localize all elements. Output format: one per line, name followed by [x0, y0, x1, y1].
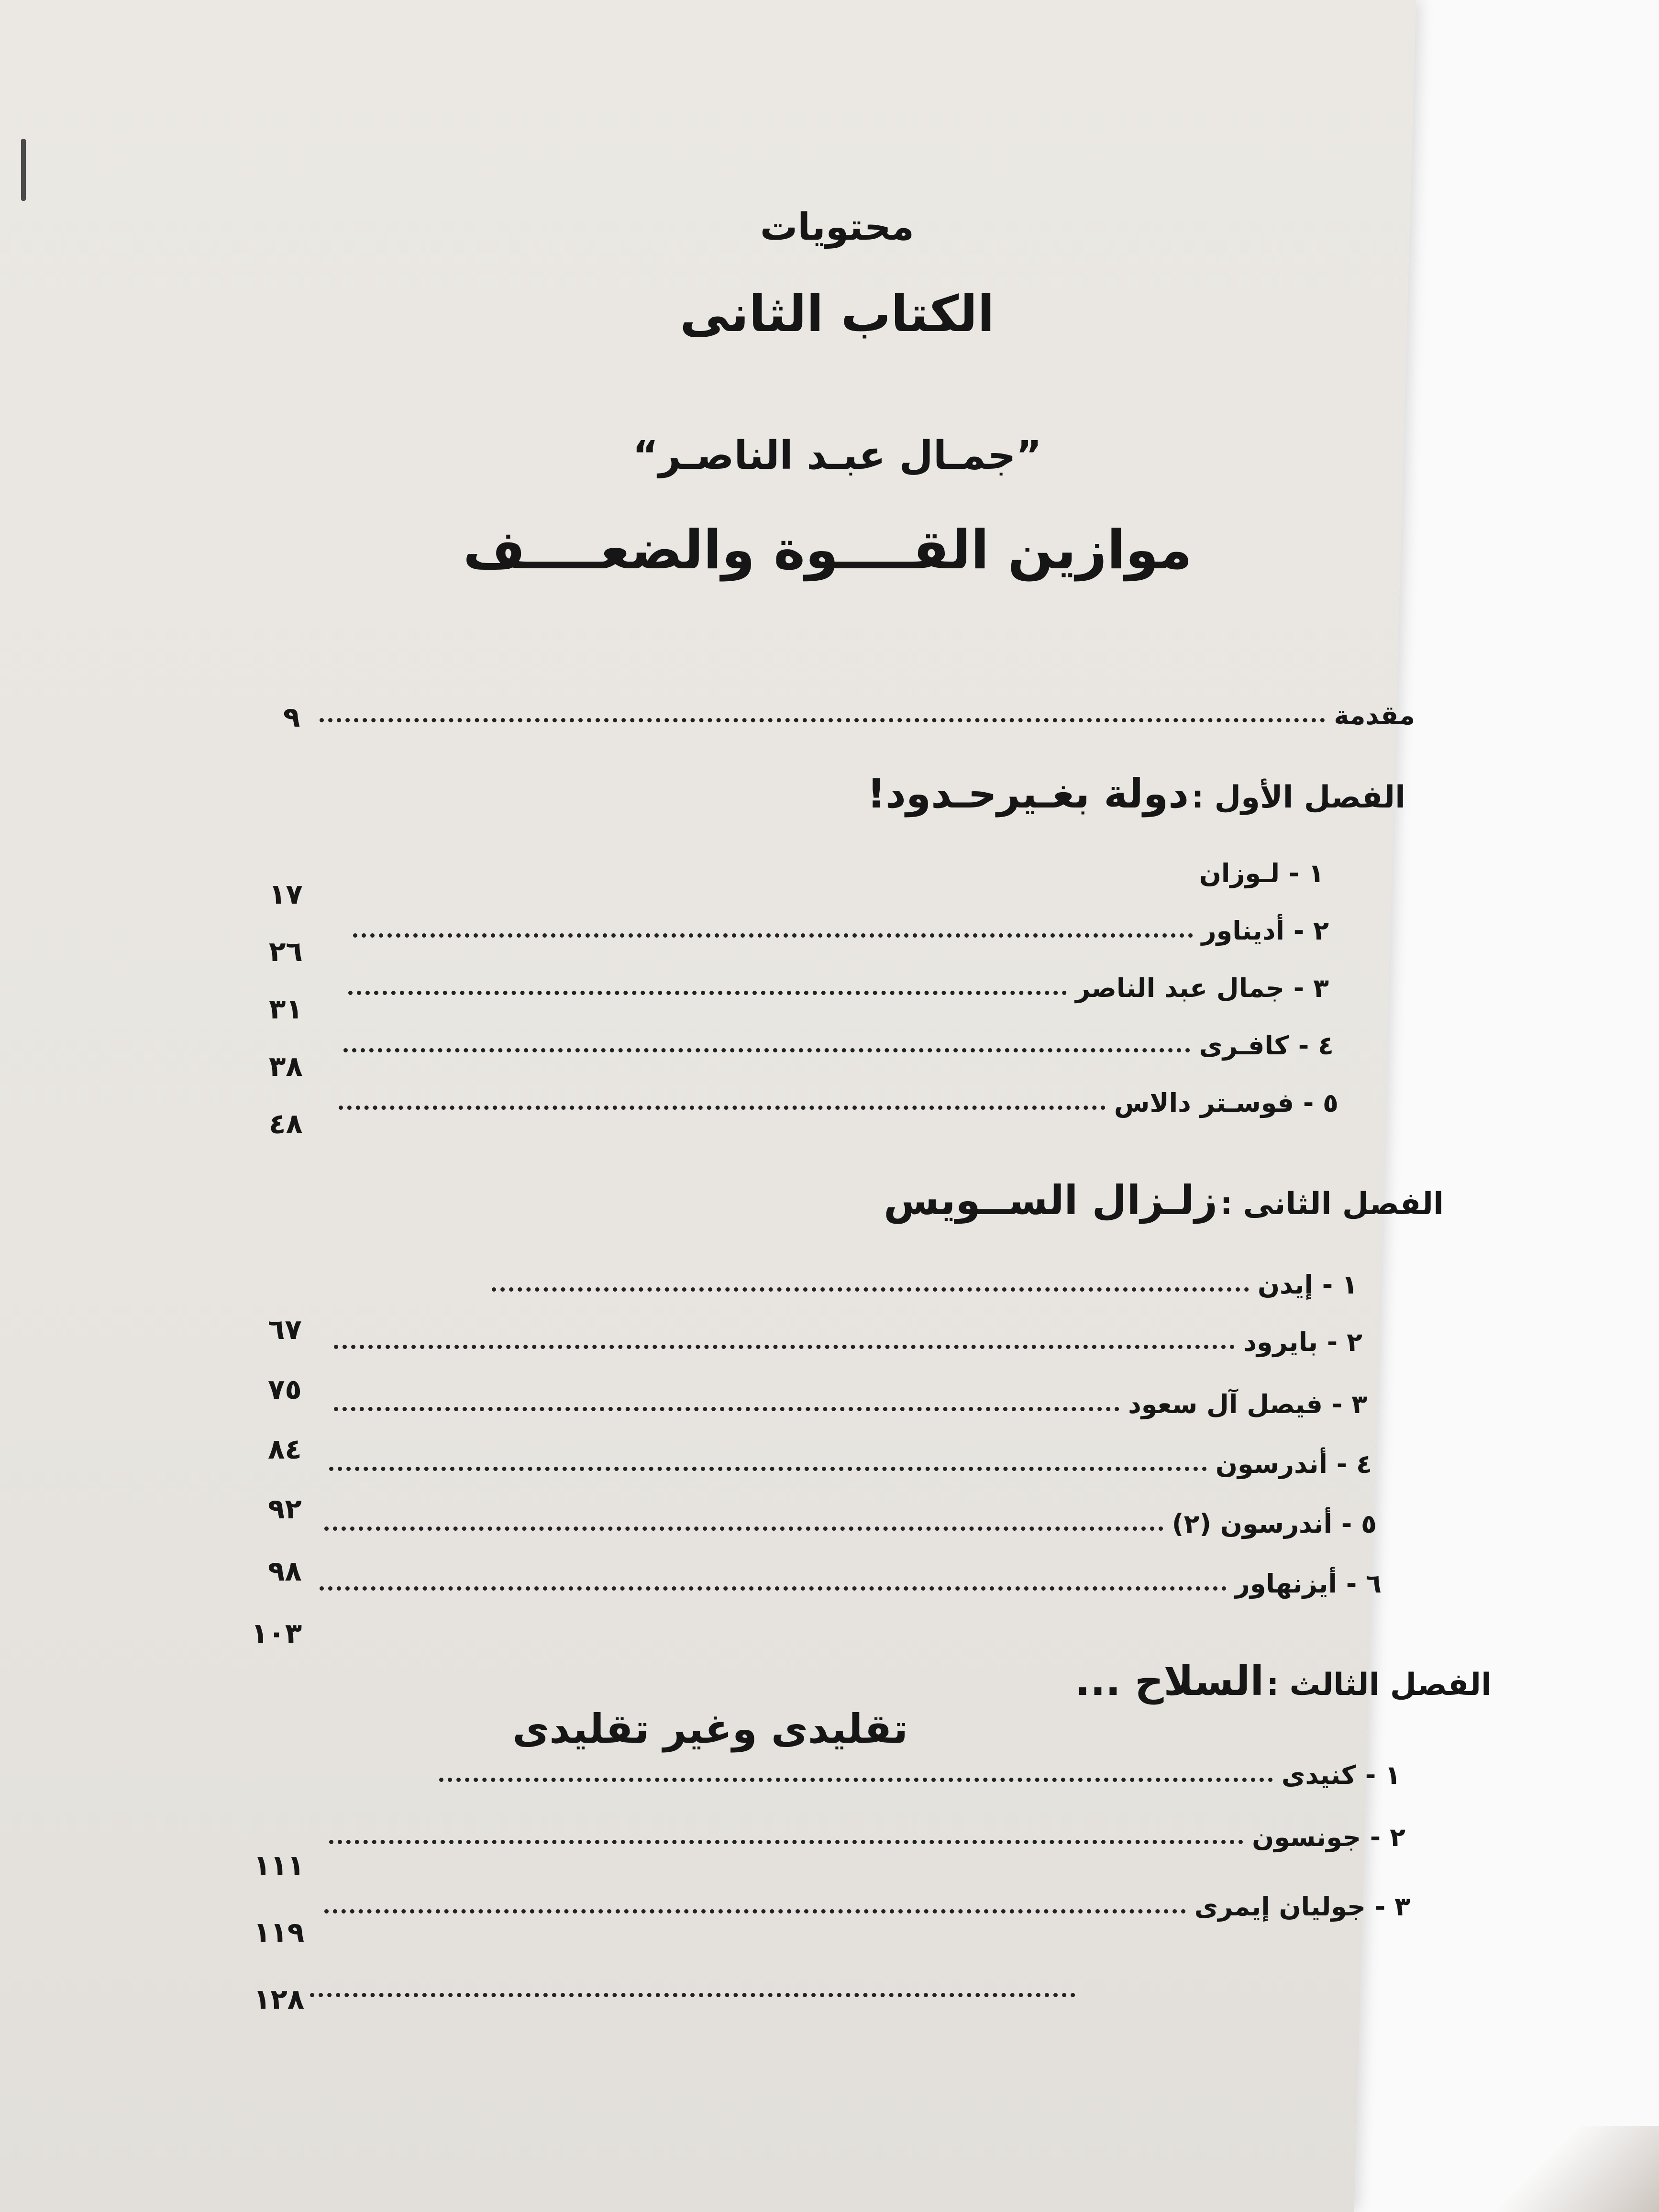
toc-row	[334, 1323, 1362, 1361]
toc-row	[334, 1385, 1367, 1423]
toc-page-number: ٨٤	[268, 1433, 302, 1465]
toc-row	[439, 1756, 1401, 1794]
chapter-title: زلـزال الســويس	[884, 1177, 1218, 1224]
toc-page-number: ٧٥	[268, 1373, 302, 1405]
contents-heading: محتويات	[760, 206, 915, 249]
chapter-title: دولة بغـيرحـدود!	[867, 770, 1189, 817]
toc-page-number: ٩٨	[268, 1555, 302, 1587]
book-subtitle: موازين القــــوة والضعــــف	[463, 519, 1192, 581]
toc-page-number: ٤٨	[269, 1107, 303, 1140]
toc-row	[329, 1818, 1405, 1856]
toc-label: ٣ - جمال عبد الناصر	[1075, 973, 1329, 1003]
toc-label: ٥ - أندرسون (٢)	[1172, 1508, 1377, 1539]
toc-row	[339, 1084, 1338, 1122]
toc-page-number: ٩٢	[268, 1493, 302, 1525]
toc-leader	[492, 1287, 1249, 1292]
chapter-label: الفصل الأول :	[1191, 780, 1405, 815]
toc-page-number: ١٠٣	[251, 1617, 302, 1649]
toc-label: ٤ - أندرسون	[1215, 1449, 1372, 1479]
toc-leader	[320, 718, 1325, 722]
toc-leader	[334, 1407, 1119, 1411]
toc-row	[320, 1564, 1382, 1603]
toc-page-number: ١٧	[269, 878, 303, 910]
toc-row-spacer	[363, 1107, 367, 1146]
toc-label: ٤ - كافـرى	[1199, 1030, 1334, 1061]
toc-row	[324, 1504, 1377, 1543]
toc-leader	[343, 1048, 1190, 1052]
toc-page-number: ٩	[283, 701, 300, 733]
toc-page-number: ٦٧	[268, 1313, 302, 1346]
toc-row	[324, 1887, 1410, 1925]
toc-leader	[334, 1345, 1235, 1349]
toc-row	[353, 911, 1329, 950]
toc-label: مقدمة	[1334, 700, 1415, 730]
toc-page-number: ٣٨	[269, 1050, 303, 1083]
toc-leader	[329, 1840, 1243, 1844]
book-title: الكتاب الثانى	[680, 285, 995, 343]
toc-label: ٢ - بايرود	[1243, 1327, 1362, 1357]
chapter-heading	[884, 1177, 1444, 1224]
toc-row-intro	[320, 696, 1415, 734]
chapter-heading	[867, 770, 1405, 817]
toc-row	[453, 854, 1324, 892]
toc-label: ٣ - جوليان إيمرى	[1194, 1891, 1410, 1922]
toc-page-number: ٢٦	[269, 935, 303, 968]
toc-page-number: ٣١	[269, 993, 303, 1025]
toc-label: ٦ - أيزنهاور	[1235, 1568, 1382, 1599]
toc-row	[329, 1445, 1372, 1483]
toc-leader	[324, 1909, 1186, 1913]
chapter-heading	[1075, 1658, 1492, 1704]
chapter-title: السلاح ...	[1075, 1658, 1264, 1704]
toc-label: ١ - إيدن	[1257, 1269, 1358, 1300]
toc-label: ١ - لـوزان	[1199, 858, 1324, 888]
toc-leader	[320, 1586, 1227, 1591]
toc-row-trailing-leader	[310, 1971, 1075, 2009]
toc-label: ٥ - فوسـتر دالاس	[1114, 1087, 1338, 1118]
toc-leader	[310, 1993, 1075, 1997]
toc-label: ٣ - فيصل آل سعود	[1128, 1389, 1367, 1419]
toc-leader	[339, 1106, 1106, 1110]
chapter-title-continued: تقليدى وغير تقليدى	[512, 1705, 908, 1752]
quote-title: ”جمـال عبـد الناصـر“	[632, 433, 1042, 478]
chapter-label: الفصل الثانى :	[1220, 1186, 1444, 1222]
toc-row	[343, 1026, 1334, 1064]
toc-label: ٢ - أديناور	[1201, 915, 1329, 946]
toc-page-number: ١١١	[254, 1849, 305, 1881]
toc-page-number: ١٢٨	[254, 1983, 305, 2015]
toc-leader	[353, 933, 1193, 938]
toc-leader	[348, 991, 1067, 995]
toc-leader	[329, 1467, 1207, 1471]
toc-row	[492, 1265, 1358, 1304]
toc-leader	[324, 1526, 1163, 1531]
toc-label: ١ - كنيدى	[1281, 1759, 1401, 1790]
toc-row	[348, 969, 1329, 1007]
toc-leader	[439, 1778, 1273, 1782]
toc-page-number: ١١٩	[254, 1916, 305, 1948]
chapter-label: الفصل الثالث :	[1266, 1667, 1492, 1703]
toc-label: ٢ - جونسون	[1252, 1822, 1405, 1852]
